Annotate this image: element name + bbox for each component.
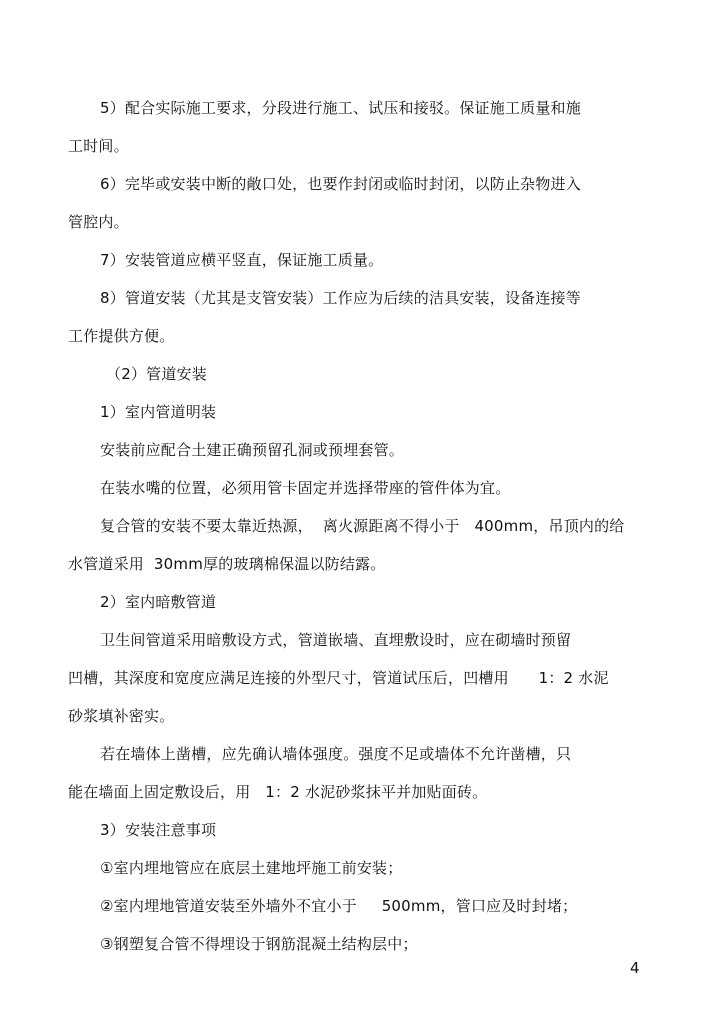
list-item: ③钢塑复合管不得埋设于钢筋混凝土结构层中； [100,935,418,953]
paragraph-line: 工作提供方便。 [68,327,175,345]
paragraph-line: 复合管的安装不要太靠近热源， 离火源距离不得小于 400mm，吊顶内的给 [100,517,625,535]
paragraph-line: 管腔内。 [68,213,129,231]
subsection-heading: 2）室内暗敷管道 [100,593,217,611]
paragraph-line: 卫生间管道采用暗敷设方式，管道嵌墙、直埋敷设时，应在砌墙时预留 [100,631,572,649]
subsection-heading: 3）安装注意事项 [100,821,217,839]
section-heading: （2）管道安装 [106,365,207,383]
paragraph-line: 能在墙面上固定敷设后，用 1：2 水泥砂浆抹平并加贴面砖。 [68,783,488,801]
paragraph-line: 砂浆填补密实。 [68,707,175,725]
paragraph-line: 凹槽，其深度和宽度应满足连接的外型尺寸，管道试压后，凹槽用 1：2 水泥 [68,669,609,687]
paragraph-line: 7）安装管道应横平竖直，保证施工质量。 [100,251,384,269]
paragraph-line: 若在墙体上凿槽，应先确认墙体强度。强度不足或墙体不允许凿槽，只 [100,745,572,763]
subsection-heading: 1）室内管道明装 [100,403,217,421]
page-number: 4 [630,959,640,977]
paragraph-line: 安装前应配合土建正确预留孔洞或预埋套管。 [100,441,405,459]
list-item: ①室内埋地管应在底层土建地坪施工前安装； [100,859,403,877]
paragraph-line: 水管道采用 30mm厚的玻璃棉保温以防结露。 [68,555,386,573]
paragraph-line: 工时间。 [68,137,129,155]
list-item: ②室内埋地管道安装至外墙外不宜小于 500mm，管口应及时封堵； [100,897,578,915]
paragraph-line: 5）配合实际施工要求，分段进行施工、试压和接驳。保证施工质量和施 [100,99,581,117]
paragraph-line: 在装水嘴的位置，必须用管卡固定并选择带座的管件体为宜。 [100,479,511,497]
paragraph-line: 6）完毕或安装中断的敞口处，也要作封闭或临时封闭，以防止杂物进入 [100,175,581,193]
paragraph-line: 8）管道安装（尤其是支管安装）工作应为后续的洁具安装，设备连接等 [100,289,581,307]
